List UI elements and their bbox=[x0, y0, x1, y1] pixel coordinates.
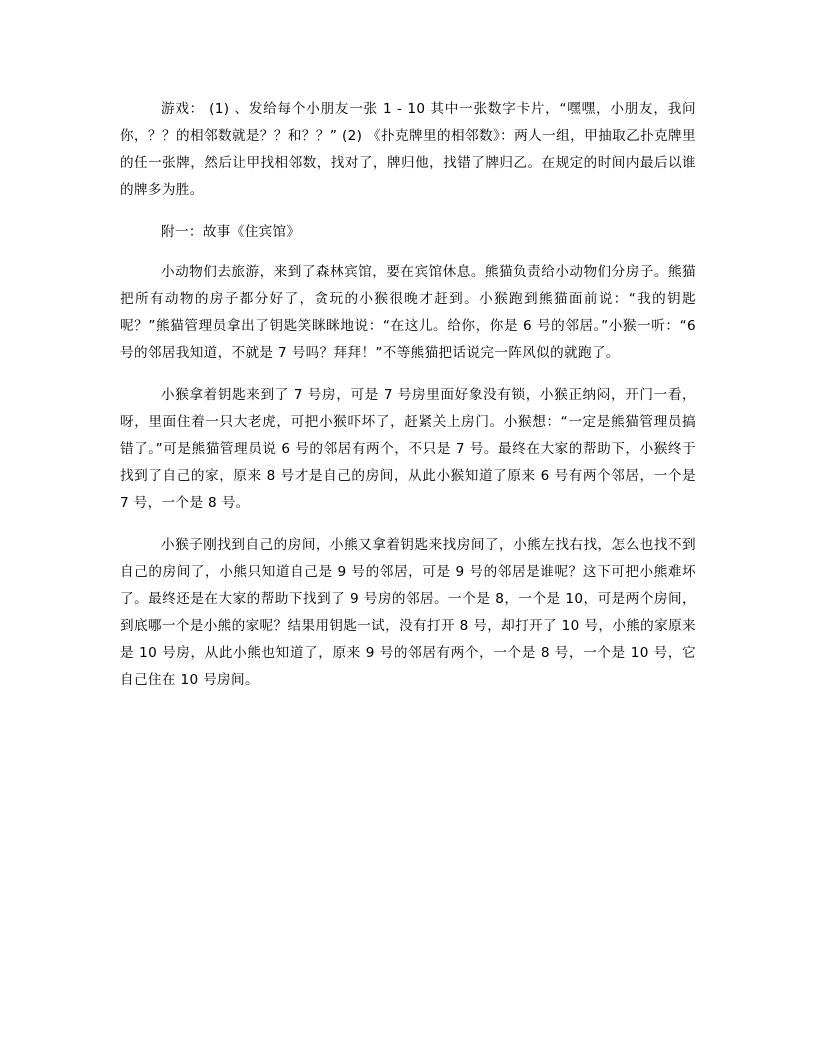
story-paragraph-1: 小动物们去旅游，来到了森林宾馆，要在宾馆休息。熊猫负责给小动物们分房子。熊猫把所有动物的房子都分好了，贪玩的小猴很晚才赶到。小猴跑到熊猫面前说：“我的钥匙呢？”熊猫管理员拿出了钥匙笑眯眯地说：“在这儿。给你，你是 6 号的邻居。”小猴一听：“6 号的邻居我知道，不就是 7 号吗？拜拜！”不等熊猫把话说完一阵风似的就跑了。 bbox=[120, 264, 696, 361]
game-rules-paragraph: 游戏： (1) 、发给每个小朋友一张 1 - 10 其中一张数字卡片，“嘿嘿，小朋友，我问你，？？的相邻数就是？？和？？” (2) 《扑克牌里的相邻数》：两人一组，甲抽取乙扑克牌里的任一张牌，然后让甲找相邻数，找对了，牌归他，找错了牌归乙。在规定的时间内最后以谁的牌多为胜。 bbox=[120, 101, 696, 198]
appendix-heading: 附一：故事《住宾馆》 bbox=[161, 224, 301, 240]
story-paragraph-2: 小猴拿着钥匙来到了 7 号房，可是 7 号房里面好象没有锁，小猴正纳闷，开门一看，呀，里面住着一只大老虎，可把小猴吓坏了，赶紧关上房门。小猴想：“一定是熊猫管理员搞错了。”可是熊猫管理员说 6 号的邻居有两个，不只是 7 号。最终在大家的帮助下，小猴终于找到了自己的家，原来 8 号才是自己的房间，从此小猴知道了原来 6 号有两个邻居，一个是 7 号，一个是 8 号。 bbox=[120, 387, 696, 511]
document-body bbox=[120, 96, 696, 709]
story-paragraph-3: 小猴子刚找到自己的房间，小熊又拿着钥匙来找房间了，小熊左找右找，怎么也找不到自己的房间了，小熊只知道自己是 9 号的邻居，可是 9 号的邻居是谁呢？这下可把小熊难坏了。最终还是在大家的帮助下找到了 9 号房的邻居。一个是 8，一个是 10，可是两个房间，到底哪一个是小熊的家呢？结果用钥匙一试，没有打开 8 号，却打开了 10 号，小熊的家原来是 10 号房，从此小熊也知道了，原来 9 号的邻居有两个，一个是 8 号，一个是 10 号，它自己住在 10 号房间。 bbox=[120, 537, 696, 688]
